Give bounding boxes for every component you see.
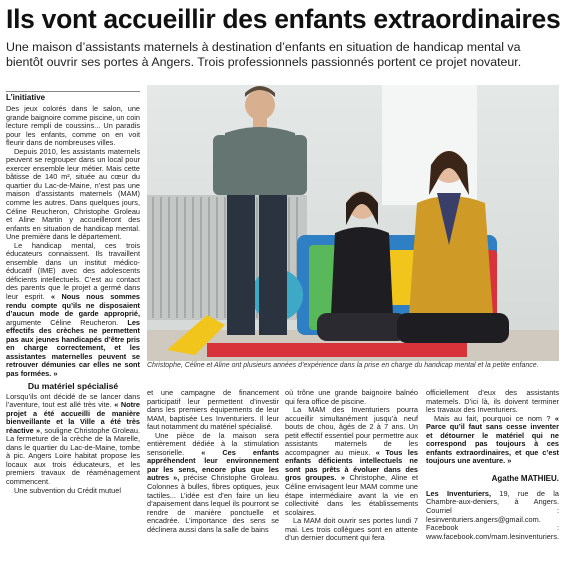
- quote-bold: « Tous les enfants déficients intellectuels ne sont pas prêts à évoluer dans des gros groupes. »: [285, 447, 419, 483]
- section-rule: [6, 91, 140, 92]
- col1-paragraph-2: Depuis 2010, les assistants maternels peuvent se regrouper dans un local pour exercer ensemble leur métier. Mais cette bâtisse de 140 m², située au cœur du quartier du Lac-de-Maine, n’est pas une maison d’assistants maternels (MAM) comme les autres. Dans quelques jours, Céline Reucheron, Christophe Groleau et Aline Martin y accueilleront des enfants en situation de handicap mental. Une première dans le département.: [6, 146, 140, 242]
- section-heading: Du matériel spécialisé: [27, 380, 119, 391]
- text-run: argumente Céline Reucheron.: [6, 317, 128, 327]
- col2-paragraph-2: [147, 432, 279, 535]
- col1-paragraph-4: [6, 393, 140, 487]
- col3-paragraph-2: [285, 406, 418, 517]
- text-run: La MAM des Inventuriers pourra accueillir simultanément jusqu’à neuf bouts de chou, âgés de 2 à 7 ans. Un petit effectif essentiel pour permettre aux assistants maternels de les accompagner au mieux.: [285, 405, 418, 457]
- window-light: [382, 85, 477, 205]
- col1-paragraph-3: [6, 242, 140, 379]
- col3-paragraph-1: où trône une grande baignoire balnéo qui fera office de piscine.: [285, 388, 418, 406]
- quote-bold: « Notre projet a été accueilli de manière bienveillante et la Ville a été très réactive »: [6, 400, 141, 435]
- photo-illustration: [147, 85, 559, 361]
- article-column-2: [147, 389, 279, 534]
- headline: Ils vont accueillir des enfants extraordinaires: [6, 4, 561, 34]
- article-column-4: [426, 389, 559, 541]
- section-label: L’initiative: [6, 93, 46, 102]
- article-photo: [147, 85, 559, 361]
- article-column-1: [6, 91, 140, 495]
- quote-bold: « Parce qu’il faut sans cesse inventer et détourner le matériel qui ne correspond pas toujours à ces enfants extraordinaires, et que c’est toujours une aventure. »: [426, 413, 559, 466]
- text-run: précise Christophe Groleau. Colonnes à bulles, fibres optiques, jeux tactiles... L’idée est d’en faire un lieu d’apaisement dans lequel ils pourront se rendre de manière ponctuelle et encadrée. L’importance des sens se déclinera aussi dans la salle de bains: [147, 473, 279, 534]
- col1-paragraph-1: Des jeux colorés dans le salon, une grande baignoire comme piscine, un coin lecture rempli de coussins... Un paradis pour les enfants, comme on en voit fleurir dans de nombreuses villes.: [6, 104, 140, 148]
- col3-paragraph-3: La MAM doit ouvrir ses portes lundi 7 mai. Les trois collègues sont en attente d’un dernier document qui fera: [285, 516, 418, 543]
- contact-info: [426, 490, 559, 541]
- contact-name: Les Inventuriers,: [426, 488, 492, 498]
- quote-bold: « Nous nous sommes rendu compte qu’ils ne disposaient d’aucun mode de garde approprié,: [6, 292, 140, 319]
- text-run: Une pièce de la maison sera entièrement dédiée à la stimulation sensorielle.: [147, 430, 279, 457]
- text-run: Mais au fait, pourquoi ce nom ?: [434, 413, 555, 423]
- text-run: Lorsqu’ils ont décidé de se lancer dans l’aventure, tout est allé très vite.: [6, 391, 140, 410]
- author-signature: Agathe MATHIEU.: [491, 473, 559, 483]
- quote-bold: Les effectifs des crèches ne permettent pas aux jeunes handicapés d’être pris en charge correctement, et les assistantes maternelles peuvent se retrouver démunies car elles ne sont pas formées. »: [6, 317, 140, 378]
- text-run: , souligne Christophe Groleau. La fermeture de la crèche de la Marelle, dans le quartier du Lac-de-Maine, tombe à pic. Angers Loire habitat propose les locaux aux trois éducateurs, et les premiers travaux de réaménagement commencent.: [6, 425, 141, 486]
- article-column-3: [285, 389, 418, 543]
- contact-details: 19, rue de la Chambre-aux-deniers, à Angers. Courriel : lesinventuriers.angers@gmail.com. Facebook : www.facebook.com/mam.lesinventuriers.: [426, 488, 560, 541]
- quote-bold: « Ces enfants appréhendent leur environnement par les sens, encore plus que les autres »,: [147, 447, 279, 483]
- col4-paragraph-1: officiellement d’eux des assistants maternels. D’ici là, ils doivent terminer les travaux des Inventuriers.: [426, 388, 559, 415]
- photo-caption: Christophe, Céline et Aline ont plusieurs années d’expérience dans la prise en charge du handicap mental et la petite enfance.: [147, 362, 539, 369]
- col2-paragraph-1: et une campagne de financement participatif leur permettent d’investir dans les premiers équipements de leur MAM, baptisée Les Inventuriers. Il leur faut notamment du matériel spécialisé.: [147, 388, 279, 432]
- text-run: Christophe, Aline et Céline envisagent leur MAM comme une étape intermédiaire avant la vie en collectivité dans les établissements scolaires.: [285, 473, 418, 517]
- subheadline: Une maison d’assistants maternels à destination d’enfants en situation de handicap mental va bientôt ouvrir ses portes à Angers. Trois professionnels passionnés portent ce projet novateur.: [6, 40, 522, 69]
- col4-paragraph-2: [426, 415, 559, 466]
- col1-paragraph-5: Une subvention du Crédit mutuel: [14, 485, 121, 495]
- text-run: Le handicap mental, ces trois éducateurs connaissent. Ils travaillent ensemble dans un institut médico-éducatif (IME) avec des adolescents déficients intellectuels. C’est au contact des parents que le projet a germé dans leur esprit.: [6, 240, 140, 302]
